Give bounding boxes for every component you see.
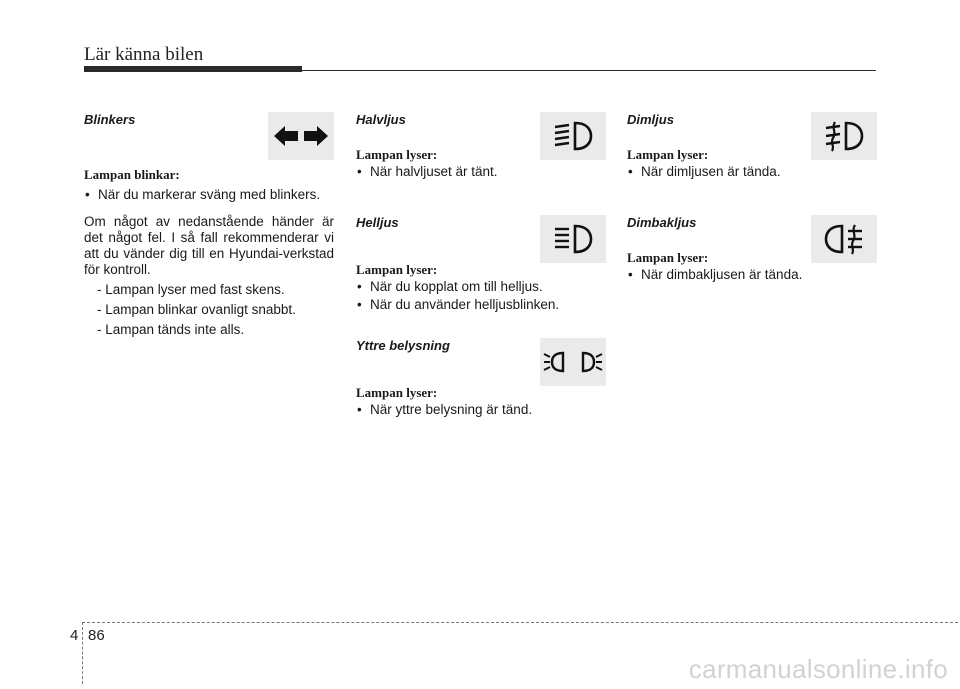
bullet-item: • När du kopplat om till helljus. (356, 278, 606, 296)
section-yttre-belysning (356, 334, 606, 434)
turn-signal-icon-box (268, 112, 334, 160)
bullet-item: • När yttre belysning är tänd. (356, 401, 606, 419)
status-label: Lampan lyser: (627, 147, 709, 162)
chapter-title: Lär känna bilen (84, 44, 204, 65)
low-beam-icon (551, 118, 595, 154)
status-label: Lampan blinkar: (84, 167, 180, 182)
section-heading: Halvljus (356, 112, 406, 127)
footer-vertical-divider (82, 622, 83, 684)
section-dimbakljus (627, 211, 877, 311)
rear-fog-light-icon (822, 221, 866, 257)
sub-item: - Lampan lyser med fast skens. (97, 282, 285, 297)
bullet-item: • När du använder helljusblinken. (356, 296, 606, 314)
section-dimljus (627, 108, 877, 211)
high-beam-icon-box (540, 215, 606, 263)
bullet-item: • När dimljusen är tända. (627, 163, 877, 181)
section-heading: Dimljus (627, 112, 674, 127)
bullet-item: • När dimbakljusen är tända. (627, 266, 877, 284)
section-blinkers (84, 108, 334, 337)
bullet-item: • När halvljuset är tänt. (356, 163, 606, 181)
position-lights-icon (543, 347, 603, 377)
section-heading: Yttre belysning (356, 338, 450, 353)
status-label: Lampan lyser: (356, 385, 438, 400)
column-1 (84, 108, 334, 337)
column-3 (627, 108, 877, 311)
front-fog-light-icon (822, 118, 866, 154)
page-number: 86 (88, 627, 105, 644)
turn-signal-arrows-icon (272, 124, 330, 148)
header-rule-thin (302, 70, 876, 71)
status-label: Lampan lyser: (356, 147, 438, 162)
footer-divider (82, 622, 958, 623)
section-heading: Blinkers (84, 112, 136, 127)
rear-fog-light-icon-box (811, 215, 877, 263)
section-halvljus (356, 108, 606, 211)
sub-item: - Lampan blinkar ovanligt snabbt. (97, 302, 296, 317)
section-helljus (356, 211, 606, 334)
status-label: Lampan lyser: (356, 262, 438, 277)
header-rule-thick (84, 66, 302, 72)
warning-paragraph: Om något av nedanstående händer är det något fel. I så fall rekommenderar vi att du vänder dig till en Hyundai-verkstad för kontroll. (84, 214, 334, 277)
high-beam-icon (551, 221, 595, 257)
watermark: carmanualsonline.info (688, 654, 948, 684)
position-lights-icon-box (540, 338, 606, 386)
sub-item: - Lampan tänds inte alls. (97, 322, 245, 337)
low-beam-icon-box (540, 112, 606, 160)
bullet-item: • När du markerar sväng med blinkers. (84, 186, 334, 204)
chapter-number: 4 (70, 627, 79, 644)
section-heading: Dimbakljus (627, 215, 697, 230)
section-heading: Helljus (356, 215, 399, 230)
column-2 (356, 108, 606, 434)
status-label: Lampan lyser: (627, 250, 709, 265)
front-fog-light-icon-box (811, 112, 877, 160)
